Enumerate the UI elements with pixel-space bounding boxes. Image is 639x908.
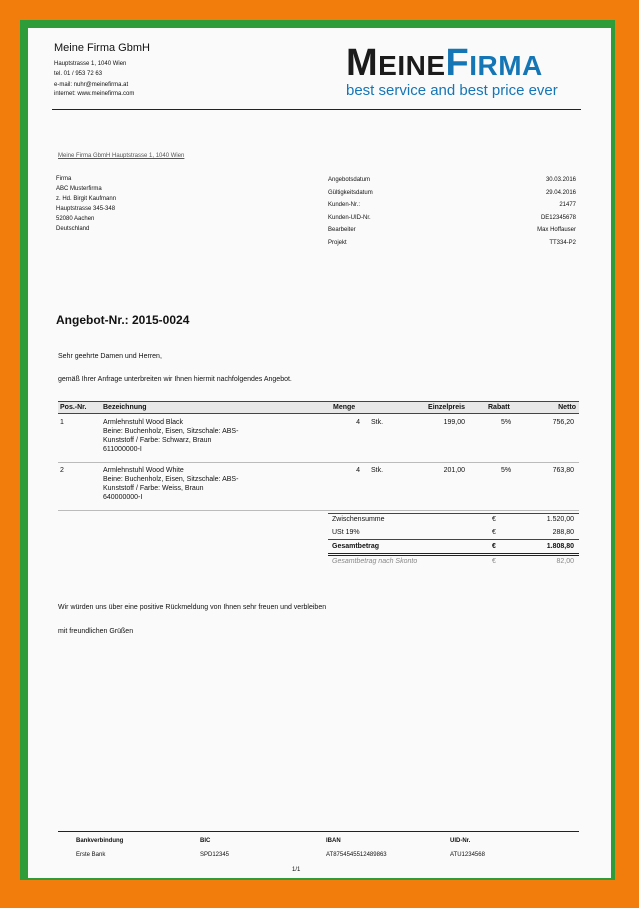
table-header — [58, 401, 579, 414]
total-divider-1 — [328, 553, 579, 554]
vat-currency: € — [492, 529, 496, 536]
footer-value: AT8754545512489863 — [326, 852, 387, 858]
recipient-line: ABC Musterfirma — [56, 186, 102, 192]
company-name: Meine Firma GbmH — [54, 42, 150, 54]
info-label: Projekt — [328, 239, 347, 246]
col-pos: Pos.-Nr. — [60, 404, 87, 411]
recipient-line: Hauptstrasse 345-348 — [56, 206, 116, 212]
company-logo: MEINEFIRMA — [346, 42, 543, 84]
footer-header: UID-Nr. — [450, 838, 471, 844]
totals-divider — [328, 513, 579, 514]
vat-label: USt 19% — [332, 529, 360, 536]
info-value: TT334-P2 — [549, 239, 576, 246]
recipient-line: Deutschland — [56, 226, 90, 232]
company-internet: internet: www.meinefirma.com — [54, 91, 135, 97]
col-desc: Bezeichnung — [103, 404, 147, 411]
total-value: 1.808,80 — [546, 543, 574, 550]
page-number: 1/1 — [292, 867, 301, 873]
row-pos: 1 — [60, 419, 64, 426]
vat-value: 288,80 — [552, 529, 574, 536]
total-currency: € — [492, 543, 496, 550]
row-discount: 5% — [501, 419, 512, 426]
total-divider-2 — [328, 555, 579, 556]
row-net: 763,80 — [552, 467, 574, 474]
footer-divider — [58, 831, 579, 832]
skonto-currency: € — [492, 558, 496, 565]
row-desc-line: Beine: Buchenholz, Eisen, Sitzschale: ABS- — [103, 428, 239, 435]
recipient-line: 52080 Aachen — [56, 216, 95, 222]
closing-text: Wir würden uns über eine positive Rückmeldung von Ihnen sehr freuen und verbleiben — [58, 604, 327, 611]
info-label: Gültigkeitsdatum — [328, 189, 373, 196]
regards-text: mit freundlichen Grüßen — [58, 628, 134, 635]
col-net: Netto — [558, 404, 576, 411]
skonto-value: 82,00 — [556, 558, 574, 565]
row-price: 201,00 — [443, 467, 465, 474]
info-label: Angebotsdatum — [328, 177, 371, 183]
col-discount: Rabatt — [488, 404, 510, 411]
recipient-line: Firma — [56, 176, 72, 182]
logo-tagline: best service and best price ever — [346, 82, 558, 99]
info-value: 30.03.2016 — [545, 177, 576, 183]
info-value: DE12345678 — [540, 214, 576, 221]
row-desc-line: Armlehnstuhl Wood White — [103, 467, 184, 474]
row-qty: 4 — [356, 419, 360, 426]
info-value: Max Hoffauser — [537, 227, 576, 233]
company-address: Hauptstrasse 1, 1040 Wien — [54, 61, 127, 67]
recipient-line: z. Hd. Birgit Kaufmann — [56, 196, 117, 202]
row-desc-line: Armlehnstuhl Wood Black — [103, 419, 184, 426]
row-net: 756,20 — [552, 419, 574, 426]
info-value: 29.04.2016 — [545, 189, 576, 196]
info-value: 21477 — [559, 202, 576, 208]
info-label: Kunden-UID-Nr. — [328, 214, 371, 221]
offer-title: Angebot-Nr.: 2015-0024 — [56, 313, 190, 327]
row-desc-line: Kunststoff / Farbe: Schwarz, Braun — [103, 437, 212, 444]
subtotal-label: Zwischensumme — [332, 516, 385, 523]
subtotal-currency: € — [492, 516, 496, 523]
skonto-label: Gesamtbetrag nach Skonto — [332, 558, 418, 565]
company-email: e-mail: nuhr@meinefirma.at — [54, 82, 129, 88]
footer-value: ATU1234568 — [450, 852, 485, 858]
header-divider — [52, 109, 581, 110]
col-price: Einzelpreis — [428, 404, 465, 411]
info-label: Bearbeiter — [328, 227, 356, 233]
row-discount: 5% — [501, 467, 512, 474]
row-desc-line: Kunststoff / Farbe: Weiss, Braun — [103, 485, 204, 492]
row-divider — [58, 462, 579, 463]
row-pos: 2 — [60, 467, 64, 474]
document-page — [28, 28, 611, 878]
footer-value: Erste Bank — [76, 852, 106, 858]
row-desc-line: 611000000-I — [103, 446, 142, 453]
row-price: 199,00 — [443, 419, 465, 426]
greeting: Sehr geehrte Damen und Herren, — [58, 353, 162, 360]
row-desc-line: Beine: Buchenholz, Eisen, Sitzschale: ABS- — [103, 476, 239, 483]
footer-header: IBAN — [326, 838, 341, 844]
company-tel: tel. 01 / 953 72 63 — [54, 71, 103, 77]
row-unit: Stk. — [371, 419, 384, 426]
info-label: Kunden-Nr.: — [328, 202, 361, 208]
subtotal-value: 1.520,00 — [546, 516, 574, 523]
footer-value: SPD12345 — [200, 852, 230, 858]
footer-header: Bankverbindung — [76, 838, 124, 844]
col-qty: Menge — [333, 404, 356, 411]
vat-divider — [328, 539, 579, 540]
sender-line: Meine Firma GbmH Hauptstrasse 1, 1040 Wien — [58, 153, 185, 159]
total-label: Gesamtbetrag — [332, 543, 380, 550]
intro-text: gemäß Ihrer Anfrage unterbreiten wir Ihnen hiermit nachfolgendes Angebot. — [58, 376, 292, 383]
footer-header: BIC — [200, 838, 211, 844]
row-desc-line: 640000000-I — [103, 494, 143, 501]
row-divider — [58, 510, 579, 511]
row-unit: Stk. — [371, 467, 384, 474]
row-qty: 4 — [356, 467, 360, 474]
